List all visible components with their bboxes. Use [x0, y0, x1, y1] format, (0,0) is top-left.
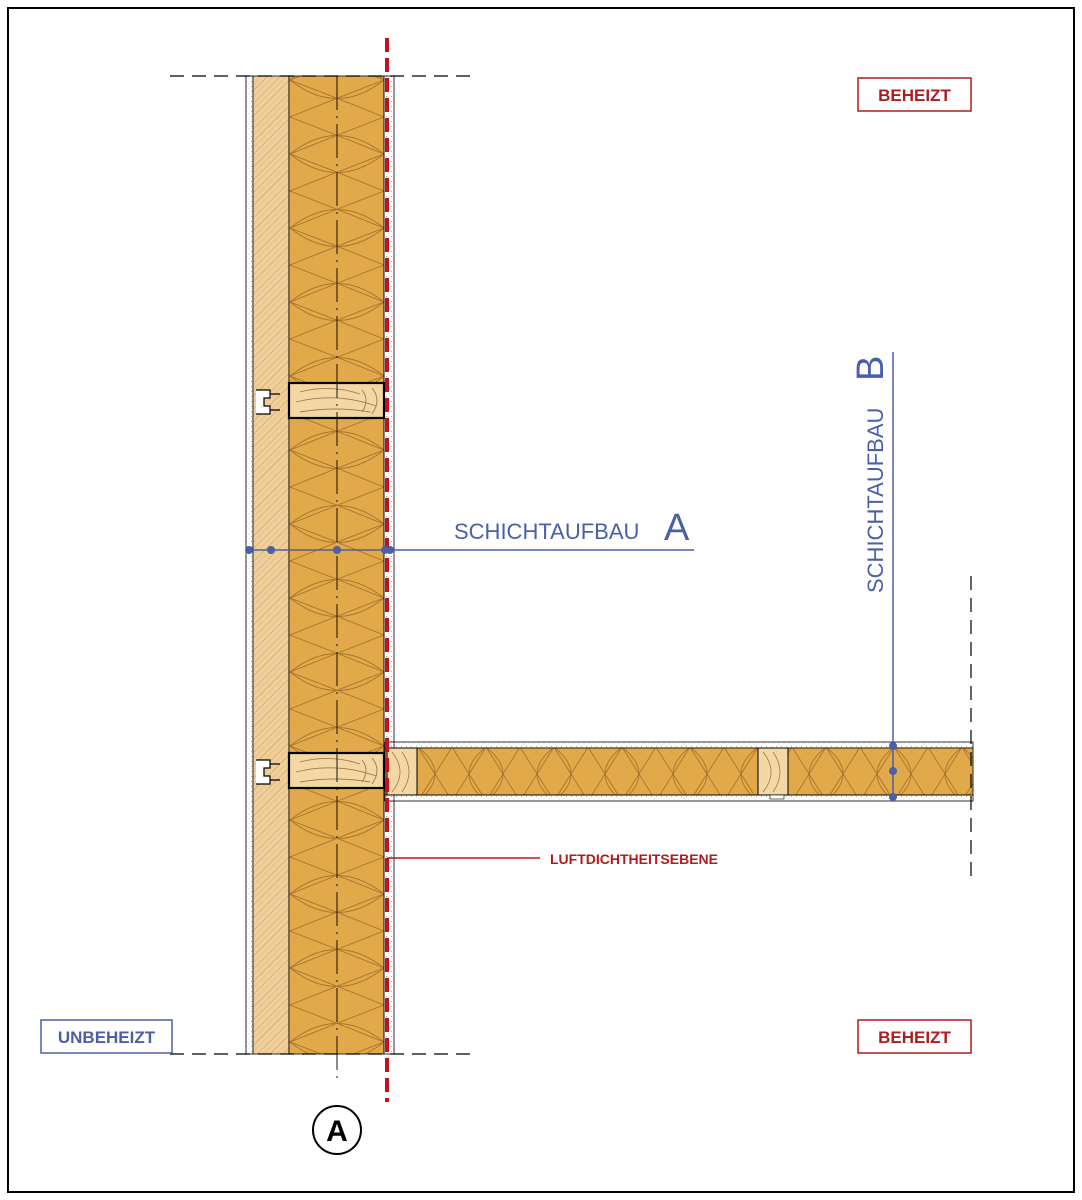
heated-badge-top [858, 78, 971, 111]
layer-b-label: SCHICHTAUFBAU [863, 407, 888, 593]
unheated-badge [41, 1020, 172, 1053]
layer-a-label: SCHICHTAUFBAU [454, 519, 640, 544]
stud-mid [758, 748, 788, 795]
layer-a-letter: A [664, 507, 690, 549]
exterior-render [246, 76, 253, 1054]
horizontal-section [385, 742, 973, 801]
svg-text:BEHEIZT: BEHEIZT [878, 86, 951, 105]
layer-b-annotation [850, 352, 897, 801]
svg-text:A: A [326, 1115, 348, 1148]
lower-lining [385, 795, 973, 801]
svg-text:BEHEIZT: BEHEIZT [878, 1028, 951, 1047]
airtight-label: LUFTDICHTHEITSEBENE [550, 851, 718, 867]
drawing-frame [8, 8, 1074, 1192]
svg-text:UNBEHEIZT: UNBEHEIZT [57, 1028, 156, 1047]
upper-lining [385, 742, 973, 748]
axis-marker [313, 1106, 361, 1154]
layer-b-letter: B [850, 355, 892, 381]
heated-badge-bottom [858, 1020, 971, 1053]
stud-left [387, 748, 417, 795]
wall-section [246, 76, 394, 1080]
